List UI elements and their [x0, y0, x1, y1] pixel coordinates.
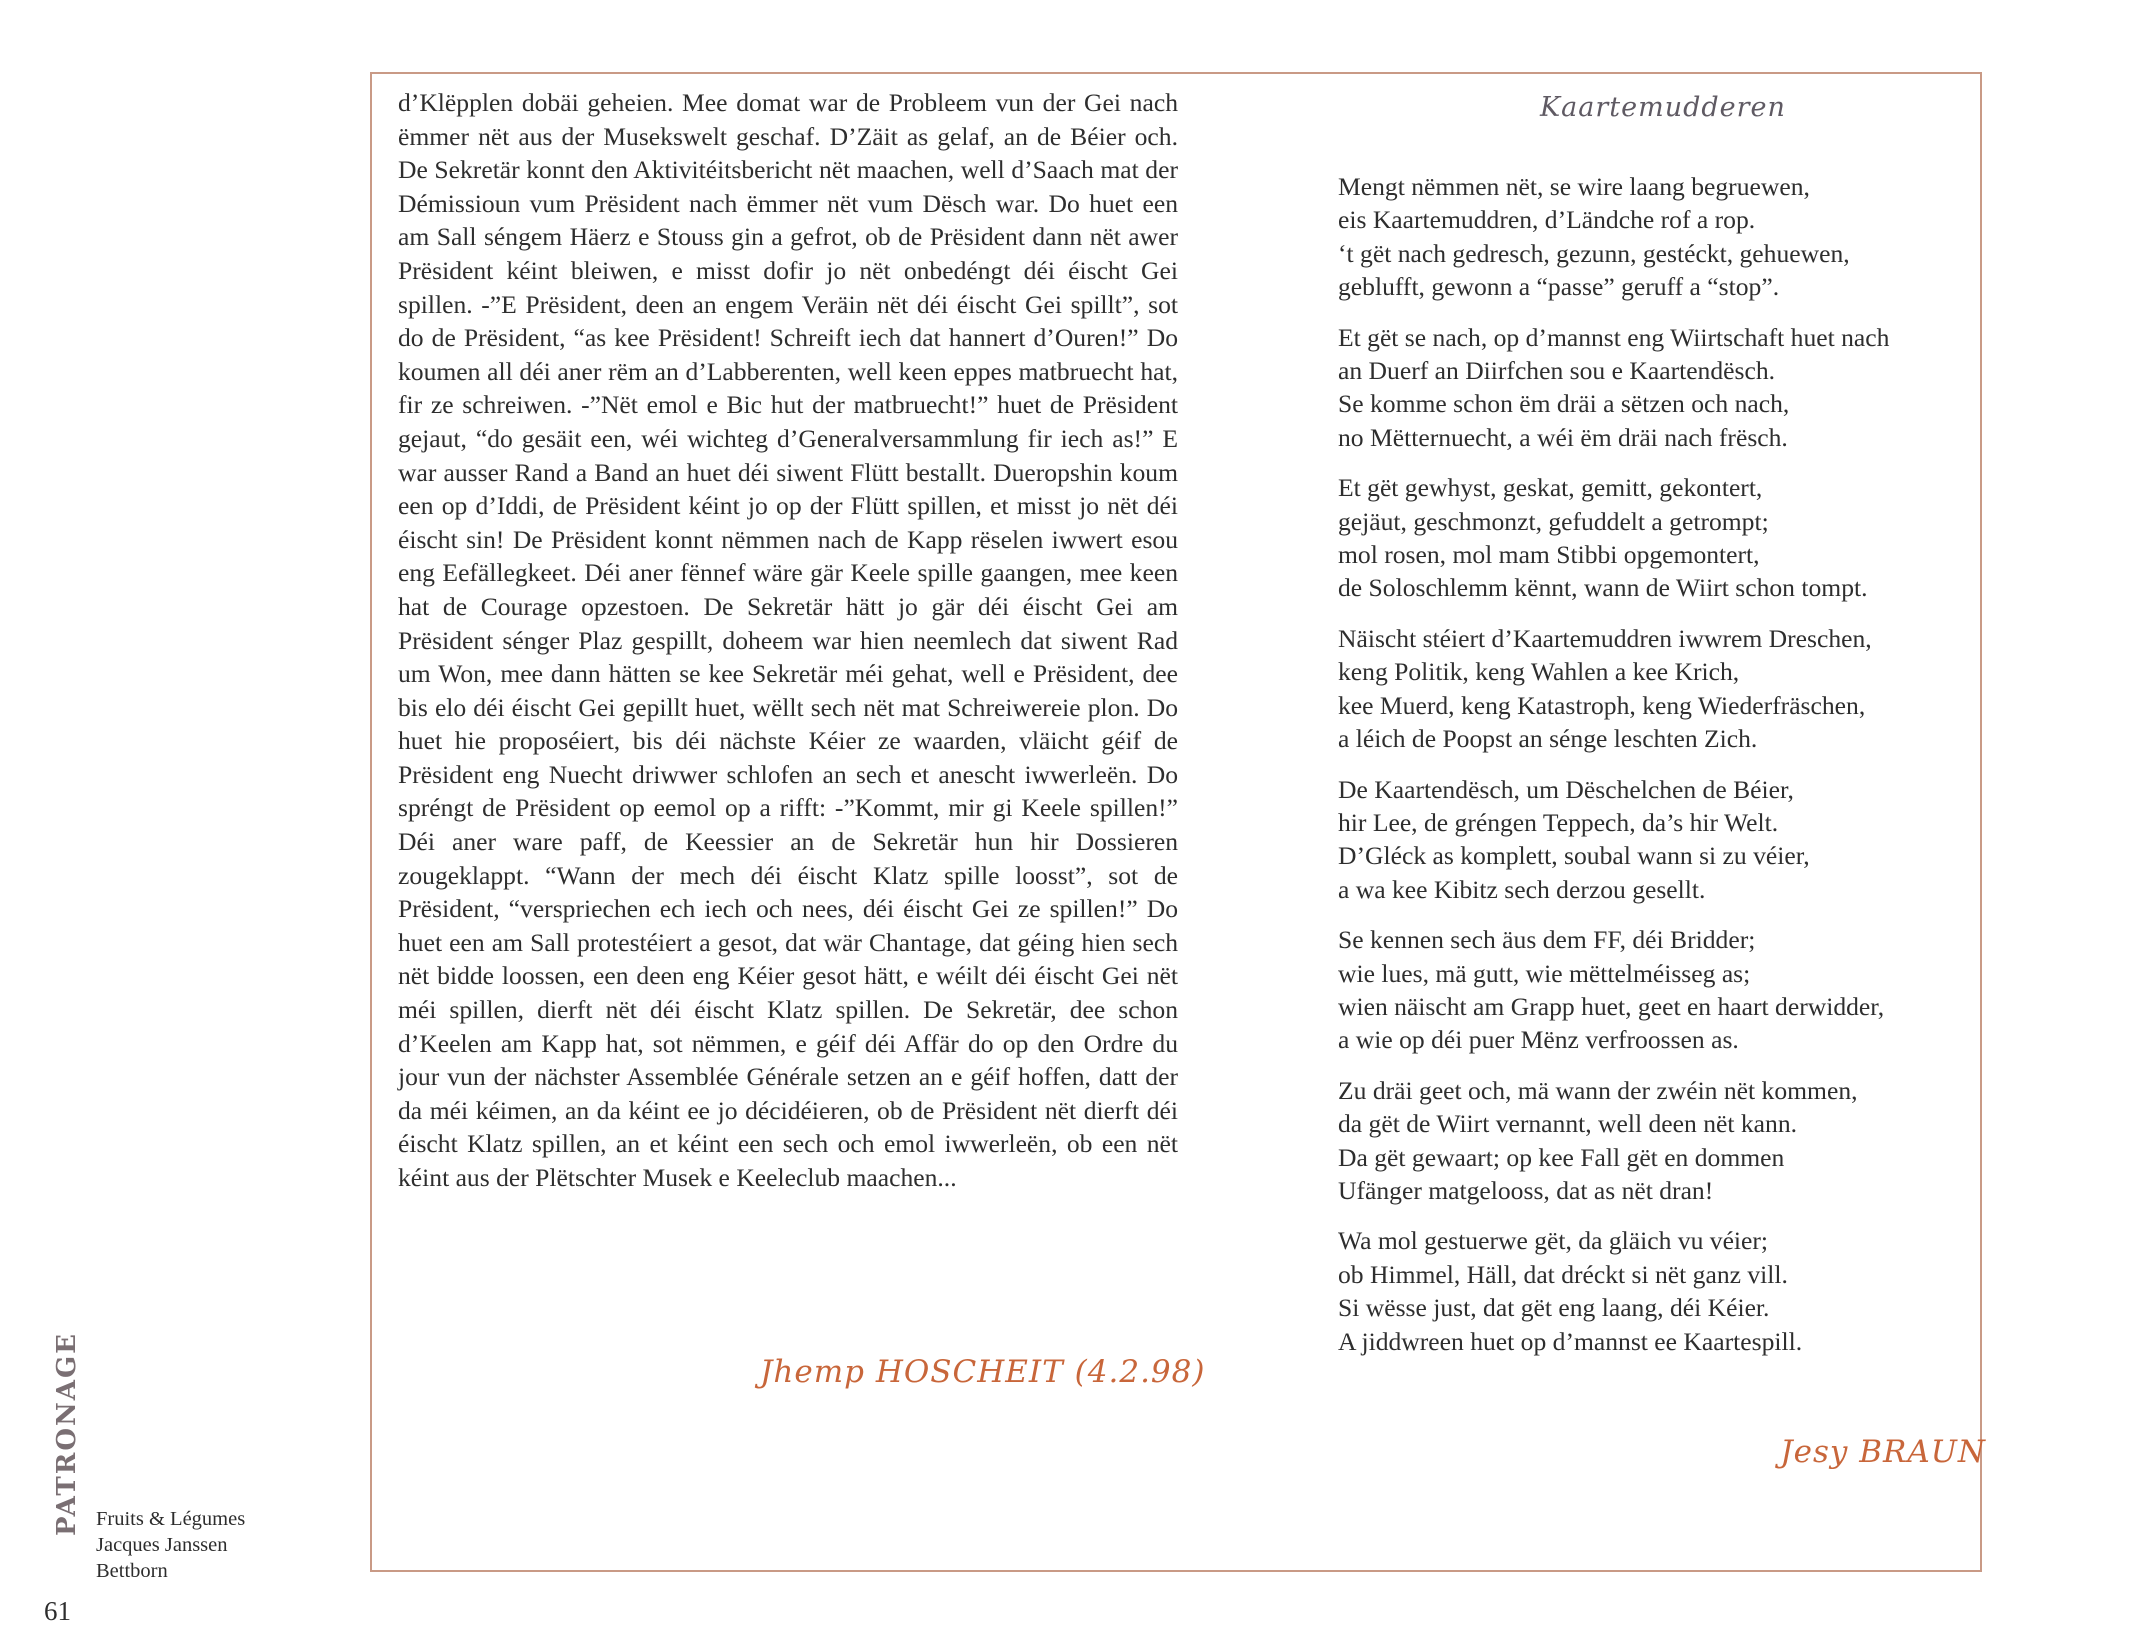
poem-line: Zu dräi geet och, mä wann der zwéin nët kommen, [1338, 1075, 1858, 1105]
right-signature: Jesy BRAUN [1780, 1434, 1986, 1470]
poem-line: Wa mol gestuerwe gët, da gläich vu véier; [1338, 1226, 1769, 1256]
poem-stanza [1338, 773, 1978, 907]
poem-line: gejäut, geschmonzt, gefuddelt a getrompt; [1338, 506, 1769, 536]
poem-line: Ufänger matgelooss, dat as nët dran! [1338, 1175, 1714, 1205]
poem-line: mol rosen, mol mam Stibbi opgemontert, [1338, 540, 1760, 570]
poem-stanza [1338, 923, 1978, 1057]
poem-stanza [1338, 1074, 1978, 1208]
sponsor-line: Fruits & Légumes [96, 1508, 246, 1530]
poem-line: keng Politik, keng Wahlen a kee Krich, [1338, 657, 1740, 687]
poem-line: a léich de Poopst an sénge leschten Zich. [1338, 724, 1758, 754]
poem-line: Se komme schon ëm dräi a sëtzen och nach, [1338, 389, 1790, 419]
story-text: d’Klëpplen dobäi geheien. Mee domat war de Probleem vun der Gei nach ëmmer nët aus der Musekswelt geschaf. D’Zäit as gelaf, an de Béier och. De Sekretär konnt den Aktivitéitsbericht nët maachen, well d’Saach mat der Démissioun vum Prësident nach ëmmer nët vum Dësch war. Do huet een am Sall séngem Häerz e Stouss gin a gefrot, ob de Prësident dann nët awer Prësident kéint bleiwen, e misst dofir jo nët onbedéngt déi éischt Gei spillen. -”E Prësident, deen an engem Veräin nët déi éischt Gei spillt”, sot do de Prësident, “as kee Prësident! Schreift iech dat hannert d’Ouren!” Do koumen all déi aner rëm an d’Labberenten, well keen eppes matbruecht hat, fir ze schreiwen. -”Nët emol e Bic hut der matbruecht!” huet de Prësident gejaut, “do gesäit een, wéi wichteg d’Generalversammlung fir iech as!” E war ausser Rand a Band an huet déi siwent Flütt bestallt. Dueropshin koum een op d’Iddi, de Prësident kéint jo op der Flütt spillen, et misst jo nët déi éischt sin! De Prësident konnt nëmmen nach de Kapp rëselen iwwert esou eng Eefällegkeet. Déi aner fënnef wäre gär Keele spille gaangen, mee keen hat de Courage opzestoen. De Sekretär hätt jo gär déi éischt Gei am Prësident sénger Plaz gespillt, doheem war hien neemlech dat siwent Rad um Won, mee dann hätten se kee Sekretär méi gehat, well e Prësident, dee bis elo déi éischt Gei gepillt huet, wëllt sech nët mat Schreiwereie plon. Do huet hie proposéiert, bis déi nächste Kéier ze waarden, vläicht géif de Prësident eng Nuecht driwwer schlofen an sech et anescht iwwerleën. Do spréngt de Prësident op eemol op a rifft: -”Kommt, mir gi Keele spillen!” Déi aner ware paff, de Keessier an de Sekretär hun hir Dossieren zougeklappt. “Wann der mech déi éischt Klatz spille loosst”, sot de Prësident, “verspriechen ech iech och nees, déi éischt Gei ze spillen!” Do huet een am Sall protestéiert a gesot, dat wär Chantage, dat géing hien sech nët bidde loossen, een deen eng Kéier gesot hätt, e wéilt déi éischt Gei nët méi spillen, dierft nët déi éischt Klatz spillen. De Sekretär, dee schon d’Keelen am Kapp hat, sot nëmmen, e géif déi Affär do op den Ordre du jour vun der nächster Assemblée Générale setzen an e géif hoffen, datt der da méi kéimen, an da kéint ee jo décidéieren, ob de Prësident nët dierft déi éischt Klatz spillen, an et kéint een sech och emol iwwerleën, ob een nët kéint aus der Plëtschter Musek e Keeleclub maachen... [398, 88, 1178, 1192]
poem-stanza [1338, 170, 1978, 304]
poem-line: an Duerf an Diirfchen sou e Kaartendësch. [1338, 356, 1776, 386]
section-label: PATRONAGE [52, 1332, 82, 1536]
poem-line: Mengt nëmmen nët, se wire laang begruewen, [1338, 172, 1810, 201]
poem-line: Se kennen sech äus dem FF, déi Bridder; [1338, 925, 1756, 955]
right-column [1338, 170, 1978, 1375]
sponsor-line: Bettborn [96, 1560, 168, 1582]
poem-line: kee Muerd, keng Katastroph, keng Wiederfräschen, [1338, 690, 1866, 720]
poem-title: Kaartemudderen [1540, 92, 1786, 123]
poem-line: Et gët gewhyst, geskat, gemitt, gekontert, [1338, 473, 1763, 503]
poem-line: eis Kaartemuddren, d’Ländche rof a rop. [1338, 205, 1756, 235]
poem-line: ob Himmel, Häll, dat dréckt si nët ganz vill. [1338, 1259, 1788, 1289]
poem-line: a wie op déi puer Mënz verfroossen as. [1338, 1025, 1739, 1055]
poem-stanza [1338, 471, 1978, 605]
poem-line: wie lues, mä gutt, wie mëttelméisseg as; [1338, 958, 1751, 988]
poem-line: A jiddwreen huet op d’mannst ee Kaartespill. [1338, 1326, 1803, 1356]
poem-stanza [1338, 1224, 1978, 1358]
poem-line: a wa kee Kibitz sech derzou gesellt. [1338, 874, 1706, 904]
poem-line: geblufft, gewonn a “passe” geruff a “stop”. [1338, 272, 1780, 302]
poem-line: de Soloschlemm kënnt, wann de Wiirt schon tompt. [1338, 573, 1868, 603]
poem-line: Näischt stéiert d’Kaartemuddren iwwrem Dreschen, [1338, 623, 1872, 653]
page-number: 61 [44, 1596, 71, 1626]
poem-stanza [1338, 622, 1978, 756]
poem-line: Da gët gewaart; op kee Fall gët en dommen [1338, 1142, 1785, 1172]
poem-line: no Mëtternuecht, a wéi ëm dräi nach frësch. [1338, 422, 1788, 452]
poem-line: da gët de Wiirt vernannt, well deen nët kann. [1338, 1109, 1798, 1139]
poem-stanza [1338, 321, 1978, 455]
poem-line: Et gët se nach, op d’mannst eng Wiirtschaft huet nach [1338, 322, 1890, 352]
sponsor-block [96, 1506, 245, 1584]
poem-line: ‘t gët nach gedresch, gezunn, gestéckt, gehuewen, [1338, 238, 1850, 268]
left-column [398, 86, 1178, 1195]
poem-line: hir Lee, de gréngen Teppech, da’s hir Welt. [1338, 807, 1779, 837]
poem-line: wien näischt am Grapp huet, geet en haart derwidder, [1338, 991, 1885, 1021]
poem-line: D’Gléck as komplett, soubal wann si zu véier, [1338, 841, 1810, 871]
poem-line: Si wësse just, dat gët eng laang, déi Kéier. [1338, 1293, 1770, 1323]
poem-line: De Kaartendësch, um Dëschelchen de Béier, [1338, 774, 1794, 804]
sponsor-line: Jacques Janssen [96, 1534, 228, 1556]
left-signature: Jhemp HOSCHEIT (4.2.98) [760, 1354, 1206, 1390]
